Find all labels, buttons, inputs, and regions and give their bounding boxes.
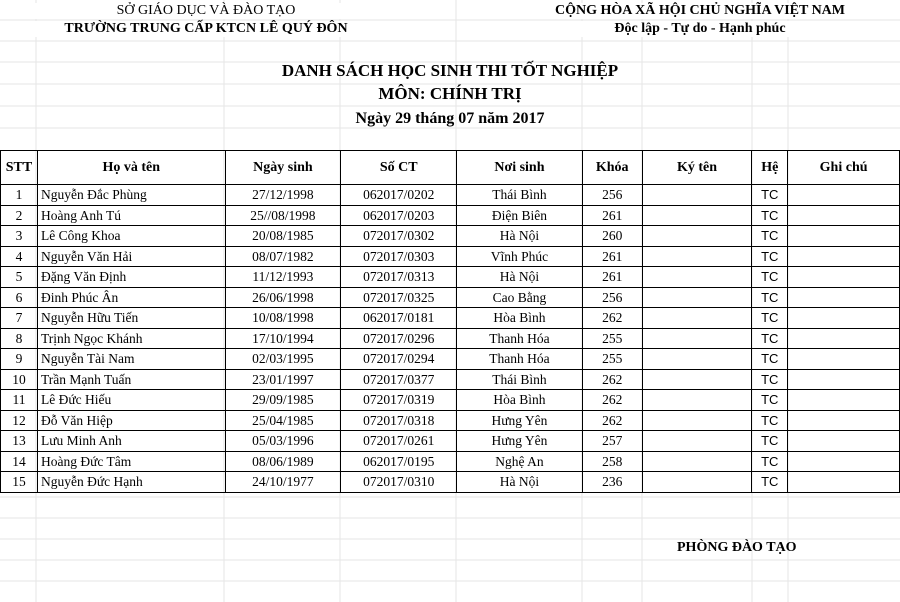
cell-signature [642,451,752,472]
cell-note [788,226,900,247]
cell-khoa: 260 [582,226,642,247]
cell-signature [642,205,752,226]
cell-name: Nguyễn Đức Hạnh [37,472,225,493]
student-roster-table [0,150,900,493]
cell-stt: 4 [1,246,38,267]
cell-stt: 7 [1,308,38,329]
cell-signature [642,390,752,411]
cell-name: Đỗ Văn Hiệp [37,410,225,431]
cell-dob: 11/12/1993 [225,267,341,288]
cell-khoa: 262 [582,369,642,390]
cell-signature [642,267,752,288]
cell-stt: 6 [1,287,38,308]
cell-so-ct: 062017/0203 [341,205,457,226]
column-header-signature: Ký tên [642,151,752,185]
cell-khoa: 262 [582,308,642,329]
subject-title: MÔN: CHÍNH TRỊ [378,84,522,103]
cell-so-ct: 062017/0202 [341,185,457,206]
cell-place: Hưng Yên [457,431,583,452]
cell-he: TC [752,308,788,329]
cell-name: Nguyễn Đắc Phùng [37,185,225,206]
cell-name: Hoàng Anh Tú [37,205,225,226]
cell-place: Thanh Hóa [457,349,583,370]
cell-note [788,410,900,431]
cell-he: TC [752,451,788,472]
table-row [1,185,900,206]
cell-dob: 08/07/1982 [225,246,341,267]
table-row [1,349,900,370]
cell-note [788,390,900,411]
cell-name: Lê Đức Hiếu [37,390,225,411]
cell-signature [642,308,752,329]
cell-he: TC [752,267,788,288]
cell-place: Nghệ An [457,451,583,472]
cell-stt: 13 [1,431,38,452]
cell-khoa: 261 [582,205,642,226]
cell-dob: 29/09/1985 [225,390,341,411]
cell-khoa: 262 [582,390,642,411]
cell-dob: 05/03/1996 [225,431,341,452]
cell-so-ct: 072017/0261 [341,431,457,452]
cell-stt: 5 [1,267,38,288]
cell-he: TC [752,328,788,349]
cell-note [788,287,900,308]
cell-note [788,205,900,226]
cell-note [788,267,900,288]
table-row [1,369,900,390]
cell-so-ct: 072017/0302 [341,226,457,247]
cell-signature [642,185,752,206]
document-title: DANH SÁCH HỌC SINH THI TỐT NGHIỆP [281,61,619,80]
cell-stt: 3 [1,226,38,247]
cell-name: Đặng Văn Định [37,267,225,288]
national-title: CỘNG HÒA XÃ HỘI CHỦ NGHĨA VIỆT NAM [470,3,900,19]
cell-he: TC [752,205,788,226]
ministry-name: SỞ GIÁO DỤC VÀ ĐÀO TẠO [0,3,412,19]
cell-stt: 15 [1,472,38,493]
column-header-so-ct: Số CT [341,151,457,185]
cell-khoa: 262 [582,410,642,431]
column-header-stt: STT [1,151,38,185]
cell-so-ct: 072017/0313 [341,267,457,288]
cell-name: Hoàng Đức Tâm [37,451,225,472]
national-motto: Độc lập - Tự do - Hạnh phúc [470,21,900,37]
cell-he: TC [752,472,788,493]
cell-khoa: 255 [582,328,642,349]
cell-place: Vĩnh Phúc [457,246,583,267]
cell-signature [642,349,752,370]
cell-name: Trịnh Ngọc Khánh [37,328,225,349]
cell-so-ct: 062017/0181 [341,308,457,329]
cell-stt: 2 [1,205,38,226]
cell-place: Thái Bình [457,369,583,390]
cell-signature [642,226,752,247]
signature-block: PHÒNG ĐÀO TẠO [677,540,797,555]
cell-signature [642,287,752,308]
cell-place: Hà Nội [457,472,583,493]
table-row [1,472,900,493]
cell-he: TC [752,431,788,452]
cell-he: TC [752,246,788,267]
cell-place: Hà Nội [457,267,583,288]
cell-so-ct: 072017/0318 [341,410,457,431]
cell-signature [642,328,752,349]
cell-stt: 8 [1,328,38,349]
cell-dob: 08/06/1989 [225,451,341,472]
cell-he: TC [752,185,788,206]
cell-note [788,431,900,452]
cell-signature [642,431,752,452]
table-row [1,390,900,411]
cell-stt: 1 [1,185,38,206]
cell-he: TC [752,390,788,411]
cell-dob: 25/04/1985 [225,410,341,431]
column-header-khoa: Khóa [582,151,642,185]
cell-name: Trần Mạnh Tuấn [37,369,225,390]
cell-he: TC [752,349,788,370]
cell-stt: 12 [1,410,38,431]
cell-name: Nguyễn Văn Hải [37,246,225,267]
cell-so-ct: 072017/0377 [341,369,457,390]
cell-stt: 14 [1,451,38,472]
table-row [1,205,900,226]
table-row [1,287,900,308]
column-header-name: Họ và tên [37,151,225,185]
table-row [1,451,900,472]
table-row [1,328,900,349]
column-header-he: Hệ [752,151,788,185]
cell-place: Thái Bình [457,185,583,206]
table-header-row [1,151,900,185]
table-row [1,226,900,247]
cell-dob: 02/03/1995 [225,349,341,370]
cell-name: Lưu Minh Anh [37,431,225,452]
exam-date: Ngày 29 tháng 07 năm 2017 [355,110,545,127]
cell-so-ct: 072017/0303 [341,246,457,267]
cell-note [788,369,900,390]
cell-khoa: 256 [582,185,642,206]
cell-name: Lê Công Khoa [37,226,225,247]
cell-dob: 26/06/1998 [225,287,341,308]
cell-so-ct: 072017/0296 [341,328,457,349]
cell-dob: 10/08/1998 [225,308,341,329]
cell-note [788,185,900,206]
cell-signature [642,369,752,390]
cell-he: TC [752,369,788,390]
cell-stt: 9 [1,349,38,370]
cell-note [788,451,900,472]
cell-khoa: 255 [582,349,642,370]
cell-khoa: 261 [582,267,642,288]
cell-dob: 20/08/1985 [225,226,341,247]
cell-dob: 27/12/1998 [225,185,341,206]
table-body [1,185,900,493]
cell-place: Thanh Hóa [457,328,583,349]
cell-dob: 24/10/1977 [225,472,341,493]
cell-note [788,246,900,267]
cell-he: TC [752,226,788,247]
cell-place: Hưng Yên [457,410,583,431]
cell-place: Hà Nội [457,226,583,247]
cell-note [788,472,900,493]
cell-so-ct: 072017/0294 [341,349,457,370]
cell-he: TC [752,410,788,431]
cell-note [788,349,900,370]
cell-name: Đinh Phúc Ân [37,287,225,308]
table-row [1,246,900,267]
cell-khoa: 256 [582,287,642,308]
cell-khoa: 236 [582,472,642,493]
cell-name: Nguyễn Hữu Tiến [37,308,225,329]
column-header-dob: Ngày sinh [225,151,341,185]
cell-he: TC [752,287,788,308]
cell-khoa: 258 [582,451,642,472]
cell-so-ct: 062017/0195 [341,451,457,472]
cell-signature [642,410,752,431]
cell-dob: 25//08/1998 [225,205,341,226]
school-name: TRƯỜNG TRUNG CẤP KTCN LÊ QUÝ ĐÔN [0,21,412,37]
table-row [1,410,900,431]
table-row [1,267,900,288]
cell-place: Hòa Bình [457,308,583,329]
cell-signature [642,246,752,267]
cell-khoa: 257 [582,431,642,452]
cell-place: Hòa Bình [457,390,583,411]
table-row [1,308,900,329]
cell-so-ct: 072017/0310 [341,472,457,493]
cell-place: Điện Biên [457,205,583,226]
cell-dob: 23/01/1997 [225,369,341,390]
cell-place: Cao Bằng [457,287,583,308]
cell-stt: 11 [1,390,38,411]
cell-signature [642,472,752,493]
cell-note [788,328,900,349]
table-row [1,431,900,452]
cell-stt: 10 [1,369,38,390]
cell-name: Nguyễn Tài Nam [37,349,225,370]
cell-note [788,308,900,329]
column-header-place: Nơi sinh [457,151,583,185]
column-header-note: Ghi chú [788,151,900,185]
cell-dob: 17/10/1994 [225,328,341,349]
cell-so-ct: 072017/0319 [341,390,457,411]
cell-so-ct: 072017/0325 [341,287,457,308]
cell-khoa: 261 [582,246,642,267]
